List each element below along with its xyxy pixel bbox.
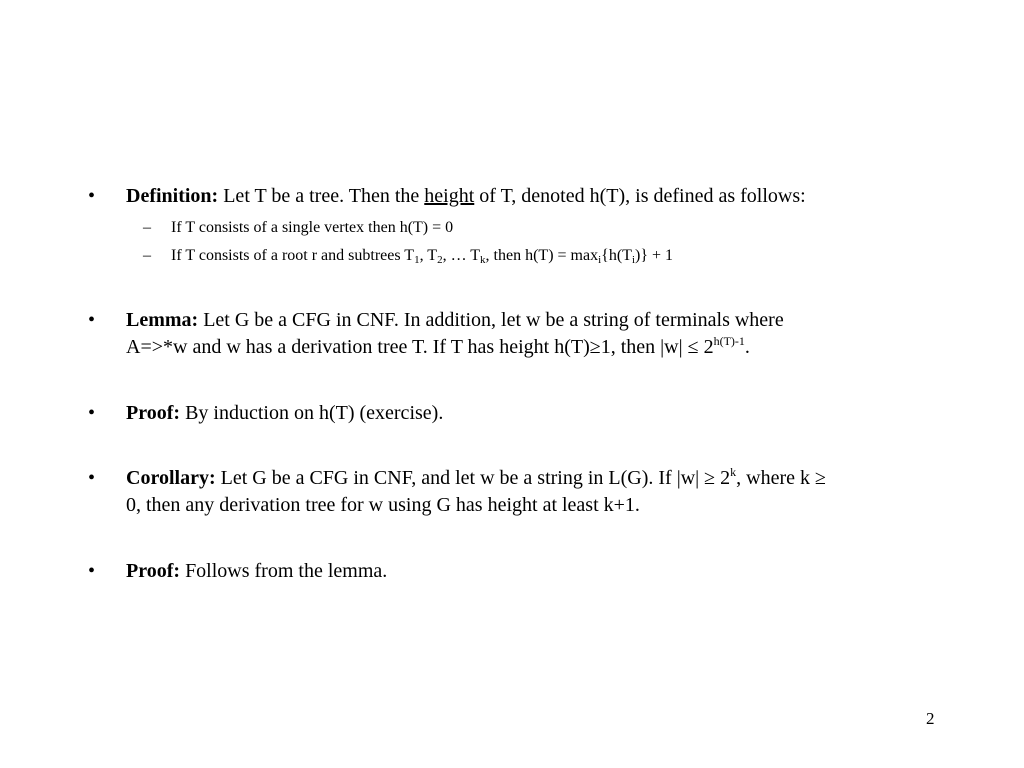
bullet-marker: •: [88, 402, 96, 424]
bullet-marker: •: [88, 560, 96, 582]
proof-label: Proof:: [126, 560, 181, 582]
definition-label: Definition:: [126, 185, 219, 207]
corollary-bullet: [88, 465, 948, 519]
bullet-marker: •: [88, 467, 96, 489]
definition-text: Definition: Let T be a tree. Then the height of T, denoted h(T), is defined as follows:: [126, 185, 806, 207]
bullet-marker: •: [88, 309, 96, 331]
sub-bullet-single-vertex: – If T consists of a single vertex then h(T) = 0: [143, 219, 454, 236]
bullet-marker: •: [88, 185, 96, 207]
lemma-text: Lemma: Let G be a CFG in CNF. In addition, let w be a string of terminals where A=>*w and w has a derivation tree T. If T has height h(T)≥1, then $|w| \le 2^{h(T)-1}$.: [126, 309, 784, 358]
proof-label: Proof:: [126, 402, 181, 424]
corollary-label: Corollary:: [126, 467, 216, 489]
page-number: 2: [926, 709, 935, 728]
corollary-text: Corollary: Let G be a CFG in CNF, and let w be a string in L(G). If $|w| \ge 2^k$, where k ≥ 0, then any derivation tree for w using G has height at least k+1.: [126, 465, 826, 516]
proof-induction-bullet: • Proof: By induction on h(T) (exercise).: [88, 400, 948, 427]
definition-bullet: [88, 183, 948, 210]
lemma-bullet: [88, 307, 948, 361]
dash-marker: –: [143, 219, 151, 236]
lemma-label: Lemma:: [126, 309, 199, 331]
proof-lemma-bullet: • Proof: Follows from the lemma.: [88, 558, 948, 585]
height-term: height: [424, 185, 475, 207]
dash-marker: –: [143, 247, 151, 264]
sub-bullet-root-subtrees: – If T consists of a root r and subtrees $T_1$, $T_2$, … $T_k$, then $h(T) = \max_i\{h(T_i)\} + 1$: [143, 247, 674, 266]
